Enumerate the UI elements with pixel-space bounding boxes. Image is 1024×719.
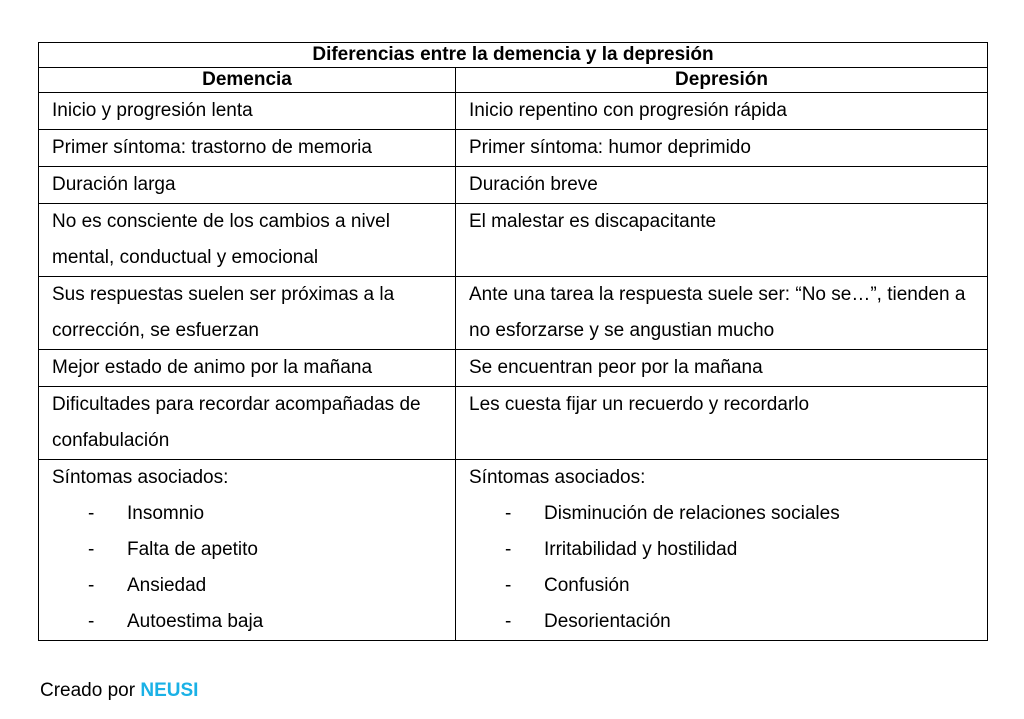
list-item-text: Confusión — [544, 575, 630, 596]
table-row — [39, 277, 988, 350]
list-item — [52, 568, 443, 604]
cell-dementia: Sus respuestas suelen ser próximas a la corrección, se esfuerzan — [39, 277, 456, 350]
list-item-text: Irritabilidad y hostilidad — [544, 539, 738, 560]
bullet-dash: - — [505, 503, 512, 524]
cell-dementia: Primer síntoma: trastorno de memoria — [39, 130, 456, 167]
table-title: Diferencias entre la demencia y la depresión — [39, 43, 988, 68]
list-item — [469, 568, 975, 604]
bullet-dash: - — [88, 539, 95, 560]
table-header-row — [39, 68, 988, 93]
table-row — [39, 204, 988, 277]
header-depression: Depresión — [456, 68, 988, 93]
list-item — [469, 496, 975, 532]
cell-dementia: Inicio y progresión lenta — [39, 93, 456, 130]
list-item — [52, 604, 443, 640]
bullet-dash: - — [88, 503, 95, 524]
cell-depression: El malestar es discapacitante — [456, 204, 988, 277]
header-dementia: Demencia — [39, 68, 456, 93]
list-item-text: Ansiedad — [127, 575, 207, 596]
footer-credit — [40, 677, 198, 705]
list-item — [469, 604, 975, 640]
symptoms-row — [39, 460, 988, 641]
symptoms-label: Síntomas asociados: — [52, 467, 229, 488]
list-item — [469, 532, 975, 568]
list-item-text: Desorientación — [544, 611, 671, 632]
table-title-row — [39, 43, 988, 68]
brand-name: NEUSI — [140, 680, 199, 701]
table-row — [39, 130, 988, 167]
list-item — [52, 532, 443, 568]
cell-depression: Duración breve — [456, 167, 988, 204]
cell-dementia: Dificultades para recordar acompañadas de confabulación — [39, 387, 456, 460]
bullet-dash: - — [505, 539, 512, 560]
table-row — [39, 350, 988, 387]
list-item — [52, 496, 443, 532]
cell-dementia: Duración larga — [39, 167, 456, 204]
cell-depression: Ante una tarea la respuesta suele ser: “No se…”, tienden a no esforzarse y se angustian mucho — [456, 277, 988, 350]
table-row — [39, 167, 988, 204]
table-row — [39, 387, 988, 460]
bullet-dash: - — [88, 611, 95, 632]
comparison-table — [38, 42, 988, 641]
cell-depression: Primer síntoma: humor deprimido — [456, 130, 988, 167]
table-row — [39, 93, 988, 130]
symptoms-list — [469, 496, 975, 640]
list-item-text: Disminución de relaciones sociales — [544, 503, 840, 524]
bullet-dash: - — [505, 611, 512, 632]
cell-depression: Inicio repentino con progresión rápida — [456, 93, 988, 130]
symptoms-label: Síntomas asociados: — [469, 467, 646, 488]
symptoms-list — [52, 496, 443, 640]
cell-depression: Les cuesta fijar un recuerdo y recordarlo — [456, 387, 988, 460]
symptoms-dementia-cell — [39, 460, 456, 641]
symptoms-depression-cell — [456, 460, 988, 641]
cell-depression: Se encuentran peor por la mañana — [456, 350, 988, 387]
list-item-text: Falta de apetito — [127, 539, 258, 560]
list-item-text: Autoestima baja — [127, 611, 264, 632]
bullet-dash: - — [88, 575, 95, 596]
footer-prefix: Creado por — [40, 680, 136, 701]
bullet-dash: - — [505, 575, 512, 596]
cell-dementia: Mejor estado de animo por la mañana — [39, 350, 456, 387]
list-item-text: Insomnio — [127, 503, 205, 524]
cell-dementia: No es consciente de los cambios a nivel mental, conductual y emocional — [39, 204, 456, 277]
